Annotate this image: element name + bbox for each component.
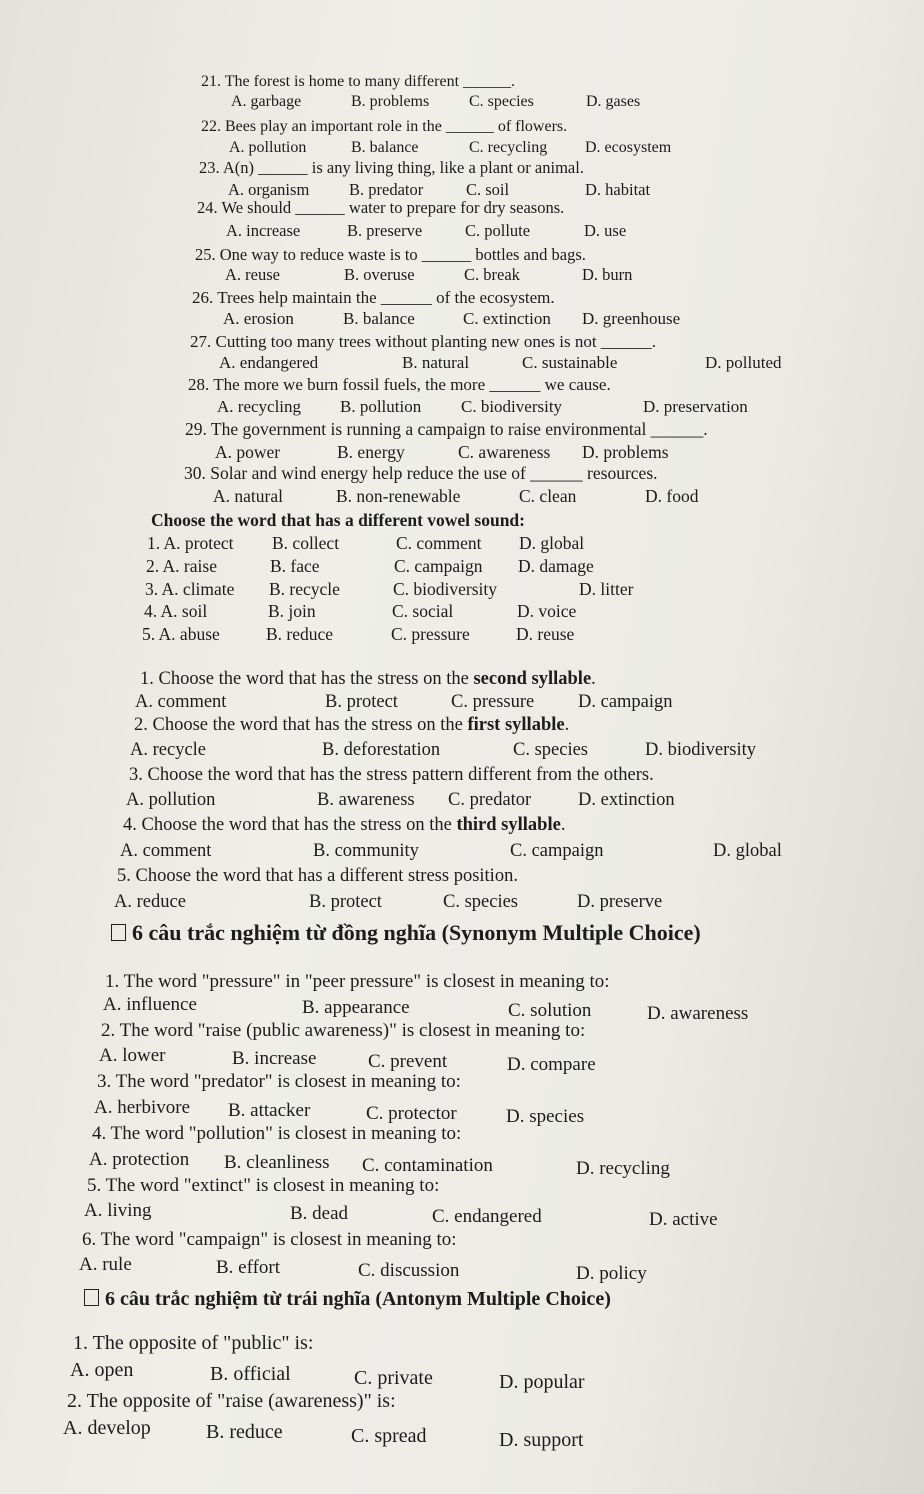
stress-keyword: third syllable <box>456 815 561 835</box>
stress-option-5-d: D. preserve <box>577 892 663 912</box>
synonym-option-1-b: B. appearance <box>302 997 410 1018</box>
stress-option-4-a: A. comment <box>120 841 212 861</box>
stress-option-2-b: B. deforestation <box>322 740 441 760</box>
synonym-option-2-d: D. compare <box>507 1054 596 1075</box>
option-23-d: D. habitat <box>585 180 651 199</box>
stress-option-1-a: A. comment <box>135 692 227 712</box>
stress-option-5-c: C. species <box>443 892 519 912</box>
synonym-option-2-b: B. increase <box>232 1048 317 1069</box>
synonym-option-6-b: B. effort <box>216 1257 281 1278</box>
option-30-c: C. clean <box>519 486 577 506</box>
vowel-section-heading: Choose the word that has a different vowel sound: <box>151 510 525 530</box>
stress-question-3 <box>129 765 654 785</box>
vowel-2-d: D. damage <box>518 556 594 576</box>
vowel-5-d: D. reuse <box>516 624 575 644</box>
stress-question-text: 3. Choose the word that has the stress pattern different from the others. <box>129 765 654 785</box>
synonym-option-3-c: C. protector <box>366 1103 457 1124</box>
synonym-option-6-a: A. rule <box>79 1254 132 1275</box>
synonym-option-1-c: C. solution <box>508 1000 592 1021</box>
checkbox-icon <box>111 924 126 941</box>
synonym-option-2-c: C. prevent <box>368 1051 448 1072</box>
stress-question-1 <box>140 669 596 689</box>
option-25-b: B. overuse <box>344 265 415 284</box>
option-22-d: D. ecosystem <box>585 139 672 156</box>
question-30: 30. Solar and wind energy help reduce the use of ______ resources. <box>184 463 658 483</box>
question-26: 26. Trees help maintain the ______ of the ecosystem. <box>192 288 555 307</box>
synonym-question-2: 2. The word "raise (public awareness)" is closest in meaning to: <box>101 1020 586 1041</box>
stress-option-5-a: A. reduce <box>114 892 186 912</box>
antonym-question-2: 2. The opposite of "raise (awareness)" is: <box>67 1390 396 1412</box>
option-26-d: D. greenhouse <box>582 309 681 328</box>
synonym-option-1-a: A. influence <box>103 994 197 1015</box>
option-22-a: A. pollution <box>229 139 307 156</box>
question-29: 29. The government is running a campaign to raise environmental ______. <box>185 419 708 439</box>
option-27-d: D. polluted <box>705 353 782 372</box>
stress-option-5-b: B. protect <box>309 892 382 912</box>
stress-keyword: first syllable <box>467 715 565 735</box>
stress-question-text: 2. Choose the word that has the stress on the <box>134 715 468 735</box>
stress-question-4 <box>123 815 565 835</box>
option-30-a: A. natural <box>213 486 283 506</box>
antonym-section-heading <box>84 1288 611 1311</box>
option-28-d: D. preservation <box>643 397 748 416</box>
synonym-option-5-d: D. active <box>649 1209 718 1230</box>
vowel-3-c: C. biodiversity <box>393 579 498 599</box>
synonym-option-3-a: A. herbivore <box>94 1097 191 1118</box>
synonym-option-5-a: A. living <box>84 1200 152 1221</box>
vowel-4-a: 4. A. soil <box>144 601 208 621</box>
stress-question-end: . <box>591 669 596 689</box>
question-28: 28. The more we burn fossil fuels, the more ______ we cause. <box>188 375 611 394</box>
option-28-a: A. recycling <box>217 397 302 416</box>
option-29-d: D. problems <box>582 442 669 462</box>
option-25-d: D. burn <box>582 265 633 284</box>
antonym-question-1: 1. The opposite of "public" is: <box>73 1332 314 1354</box>
vowel-3-b: B. recycle <box>269 579 340 599</box>
option-21-a: A. garbage <box>231 93 302 110</box>
stress-option-3-c: C. predator <box>448 790 532 810</box>
synonym-option-6-c: C. discussion <box>358 1260 460 1281</box>
option-27-a: A. endangered <box>219 353 319 372</box>
option-28-b: B. pollution <box>340 397 422 416</box>
option-23-b: B. predator <box>349 180 424 199</box>
option-30-b: B. non-renewable <box>336 486 461 506</box>
option-21-d: D. gases <box>586 93 641 110</box>
checkbox-icon <box>84 1289 99 1306</box>
vowel-1-d: D. global <box>519 533 585 553</box>
option-24-d: D. use <box>584 221 627 240</box>
option-29-c: C. awareness <box>458 442 551 462</box>
synonym-question-4: 4. The word "pollution" is closest in meaning to: <box>92 1123 462 1144</box>
stress-question-end: . <box>564 715 570 735</box>
stress-keyword: second syllable <box>473 669 592 689</box>
stress-question-2 <box>134 715 569 735</box>
option-23-a: A. organism <box>228 180 310 199</box>
stress-question-text: 5. Choose the word that has a different stress position. <box>117 866 518 886</box>
antonym-option-2-a: A. develop <box>63 1417 151 1439</box>
synonym-option-4-d: D. recycling <box>576 1158 670 1179</box>
question-25: 25. One way to reduce waste is to ______ bottles and bags. <box>195 245 586 264</box>
question-27: 27. Cutting too many trees without planting new ones is not ______. <box>190 332 657 351</box>
option-28-c: C. biodiversity <box>461 397 563 416</box>
synonym-heading-text: 6 câu trắc nghiệm từ đồng nghĩa (Synonym Multiple Choice) <box>132 920 701 945</box>
synonym-question-1: 1. The word "pressure" in "peer pressure" is closest in meaning to: <box>105 971 610 992</box>
stress-option-3-a: A. pollution <box>126 790 216 810</box>
stress-question-5 <box>117 866 518 886</box>
option-26-a: A. erosion <box>223 309 294 328</box>
antonym-option-1-a: A. open <box>70 1359 134 1381</box>
synonym-option-4-a: A. protection <box>89 1149 190 1170</box>
option-21-c: C. species <box>469 93 534 110</box>
vowel-4-d: D. voice <box>517 601 577 621</box>
option-22-c: C. recycling <box>469 139 548 156</box>
option-24-b: B. preserve <box>347 221 423 240</box>
vowel-1-b: B. collect <box>272 533 340 553</box>
synonym-option-4-b: B. cleanliness <box>224 1152 330 1173</box>
vowel-5-b: B. reduce <box>266 624 334 644</box>
option-25-a: A. reuse <box>225 265 280 284</box>
stress-option-1-b: B. protect <box>325 692 398 712</box>
stress-option-1-d: D. campaign <box>578 692 673 712</box>
option-27-c: C. sustainable <box>522 353 618 372</box>
option-30-d: D. food <box>645 486 699 506</box>
synonym-question-3: 3. The word "predator" is closest in meaning to: <box>97 1071 461 1092</box>
antonym-option-1-b: B. official <box>210 1363 291 1385</box>
option-25-c: C. break <box>464 265 520 284</box>
synonym-option-1-d: D. awareness <box>647 1003 749 1024</box>
vowel-1-c: C. comment <box>396 533 482 553</box>
antonym-option-2-c: C. spread <box>351 1425 427 1447</box>
vowel-3-a: 3. A. climate <box>145 579 235 599</box>
option-24-a: A. increase <box>226 221 301 240</box>
vowel-4-c: C. social <box>392 601 454 621</box>
stress-option-2-d: D. biodiversity <box>645 740 756 760</box>
stress-option-4-d: D. global <box>713 841 782 861</box>
synonym-option-5-c: C. endangered <box>432 1206 542 1227</box>
question-22: 22. Bees play an important role in the ______ of flowers. <box>201 118 568 135</box>
question-21: 21. The forest is home to many different ______. <box>201 73 516 90</box>
stress-option-4-c: C. campaign <box>510 841 604 861</box>
synonym-option-4-c: C. contamination <box>362 1155 493 1176</box>
question-24: 24. We should ______ water to prepare for dry seasons. <box>197 198 565 217</box>
vowel-4-b: B. join <box>268 601 316 621</box>
antonym-option-1-c: C. private <box>354 1367 433 1389</box>
vowel-3-d: D. litter <box>579 579 634 599</box>
synonym-option-6-d: D. policy <box>576 1263 647 1284</box>
antonym-option-1-d: D. popular <box>499 1371 585 1393</box>
option-21-b: B. problems <box>351 93 430 110</box>
stress-option-2-a: A. recycle <box>130 740 207 760</box>
stress-question-text: 1. Choose the word that has the stress on the <box>140 669 474 689</box>
vowel-5-a: 5. A. abuse <box>142 624 220 644</box>
stress-option-3-d: D. extinction <box>578 790 675 810</box>
option-24-c: C. pollute <box>465 221 531 240</box>
question-23: 23. A(n) ______ is any living thing, like a plant or animal. <box>199 158 584 177</box>
vowel-1-a: 1. A. protect <box>147 533 234 553</box>
option-23-c: C. soil <box>466 180 510 199</box>
option-27-b: B. natural <box>402 353 470 372</box>
synonym-option-5-b: B. dead <box>290 1203 349 1224</box>
option-22-b: B. balance <box>351 139 419 156</box>
vowel-2-c: C. campaign <box>394 556 483 576</box>
stress-question-end: . <box>560 815 566 835</box>
synonym-option-3-d: D. species <box>506 1106 585 1127</box>
synonym-question-5: 5. The word "extinct" is closest in meaning to: <box>87 1175 440 1196</box>
vowel-5-c: C. pressure <box>391 624 470 644</box>
synonym-option-3-b: B. attacker <box>228 1100 311 1121</box>
synonym-section-heading <box>111 920 701 946</box>
option-29-a: A. power <box>215 442 281 462</box>
stress-option-3-b: B. awareness <box>317 790 415 810</box>
antonym-heading-text: 6 câu trắc nghiệm từ trái nghĩa (Antonym Multiple Choice) <box>105 1288 611 1310</box>
vowel-2-b: B. face <box>270 556 320 576</box>
option-26-b: B. balance <box>343 309 415 328</box>
synonym-question-6: 6. The word "campaign" is closest in meaning to: <box>82 1229 457 1250</box>
antonym-option-2-d: D. support <box>499 1429 584 1451</box>
antonym-option-2-b: B. reduce <box>206 1421 283 1443</box>
vowel-2-a: 2. A. raise <box>146 556 217 576</box>
option-26-c: C. extinction <box>463 309 551 328</box>
stress-question-text: 4. Choose the word that has the stress on the <box>123 815 457 835</box>
stress-option-1-c: C. pressure <box>451 692 535 712</box>
stress-option-4-b: B. community <box>313 841 419 861</box>
stress-option-2-c: C. species <box>513 740 589 760</box>
option-29-b: B. energy <box>337 442 405 462</box>
synonym-option-2-a: A. lower <box>99 1045 166 1066</box>
